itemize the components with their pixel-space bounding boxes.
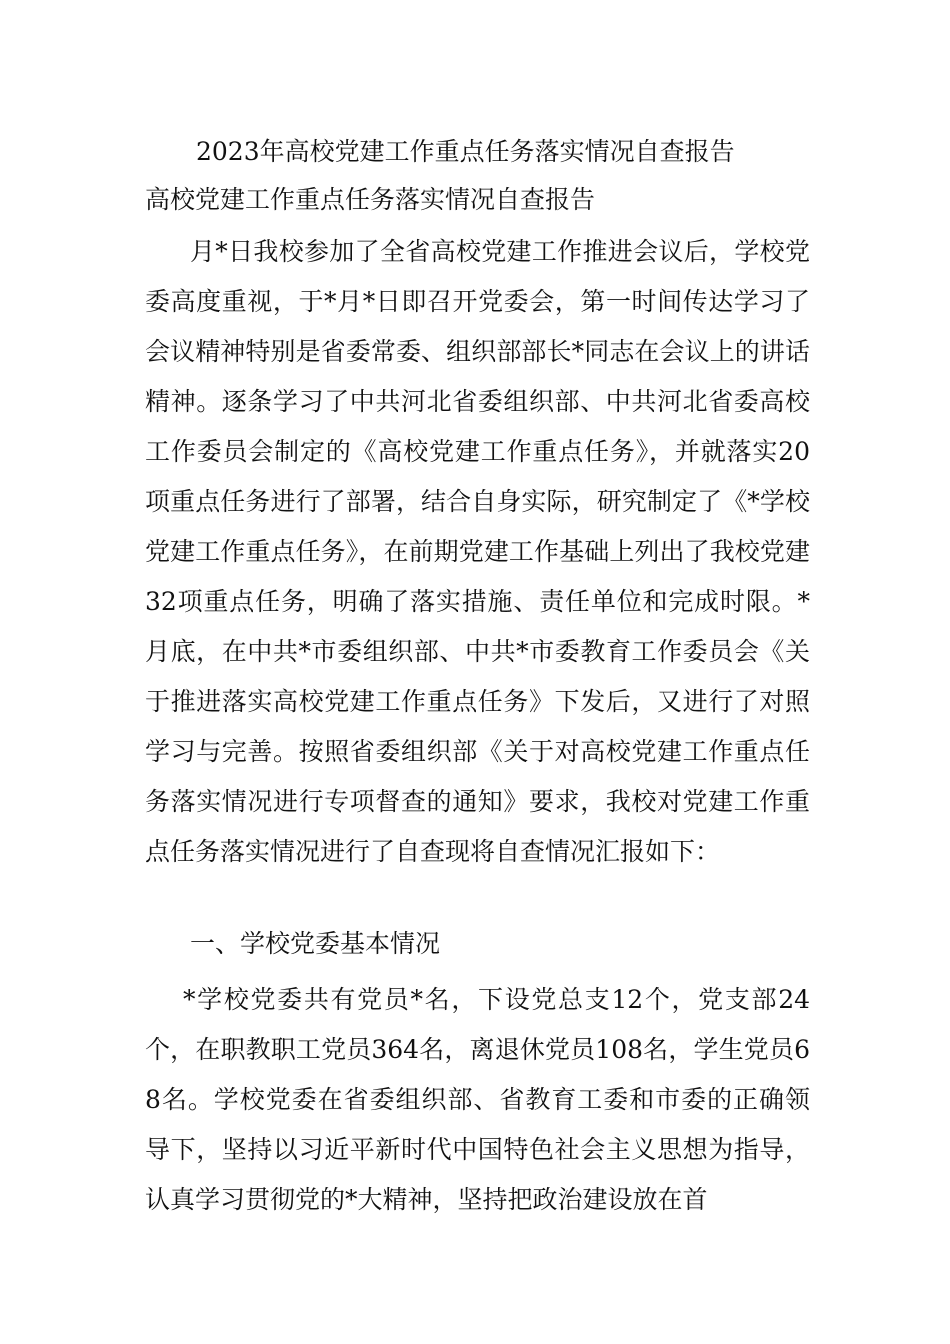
document-subtitle: 高校党建工作重点任务落实情况自查报告 [145, 185, 596, 214]
section-heading: 一、学校党委基本情况 [190, 929, 441, 958]
body-paragraph-section1: *学校党委共有党员*名，下设党总支12个，党支部24个，在职教职工党员364名，离退休党员108名，学生党员68名。学校党委在省委组织部、省教育工委和市委的正确领导下，坚持以习近平新时代中国特色社会主义思想为指导，认真学习贯彻党的*大精神，坚持把政治建设放在首 [145, 985, 810, 1214]
body-paragraph-intro: 月*日我校参加了全省高校党建工作推进会议后，学校党委高度重视，于*月*日即召开党委会，第一时间传达学习了会议精神特别是省委常委、组织部部长*同志在会议上的讲话精神。逐条学习了中共河北省委组织部、中共河北省委高校工作委员会制定的《高校党建工作重点任务》，并就落实20项重点任务进行了部署，结合自身实际，研究制定了《*学校党建工作重点任务》，在前期党建工作基础上列出了我校党建32项重点任务，明确了落实措施、责任单位和完成时限。*月底，在中共*市委组织部、中共*市委教育工作委员会《关于推进落实高校党建工作重点任务》下发后，又进行了对照学习与完善。按照省委组织部《关于对高校党建工作重点任务落实情况进行专项督查的通知》要求，我校对党建工作重点任务落实情况进行了自查现将自查情况汇报如下： [145, 237, 810, 866]
document-title: 2023年高校党建工作重点任务落实情况自查报告 [196, 137, 735, 166]
